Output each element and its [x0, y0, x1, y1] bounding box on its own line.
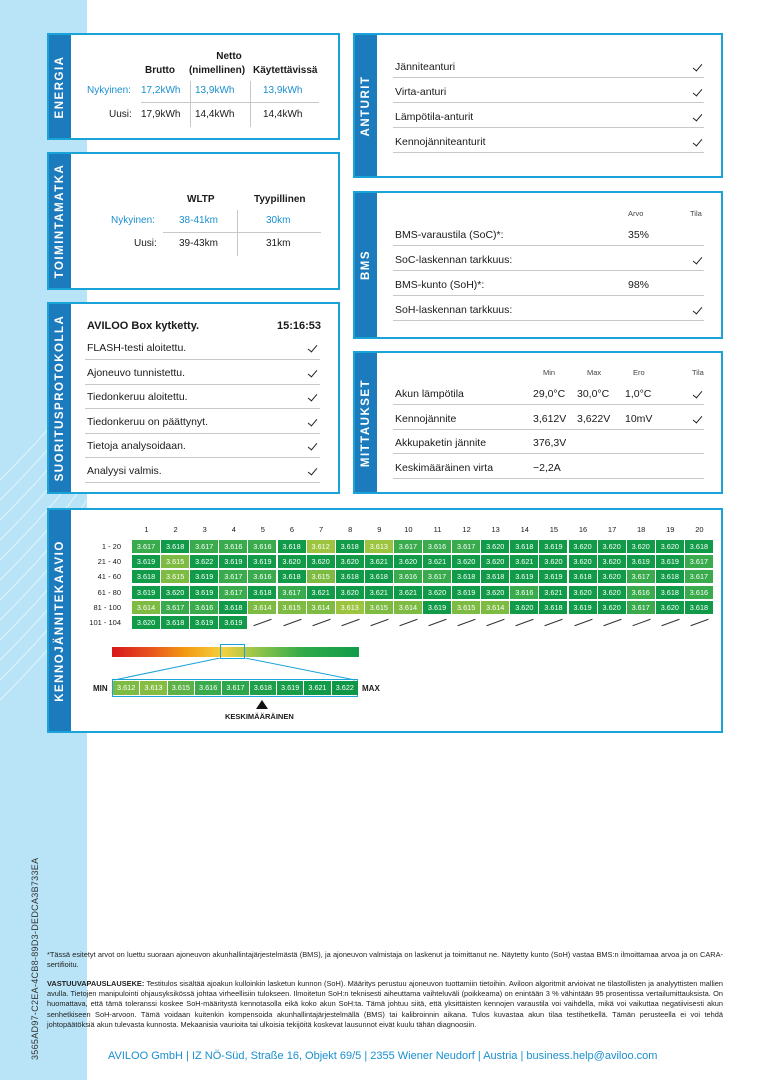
- cell-voltage: 3.620: [452, 555, 480, 568]
- cell-voltage: 3.617: [452, 540, 480, 553]
- column-number: 11: [433, 525, 442, 534]
- column-number: 16: [578, 525, 588, 534]
- cell-voltage: 3.620: [656, 540, 684, 553]
- cell-voltage: 3.618: [278, 540, 306, 553]
- footer: AVILOO GmbH | IZ NÖ-Süd, Straße 16, Objekt 69/5 | 2355 Wiener Neudorf | Austria | business.help@aviloo.com: [108, 1050, 658, 1062]
- cell-voltage: 3.620: [598, 570, 626, 583]
- bms-tab: BMS: [355, 193, 377, 337]
- cell-voltage: 3.620: [539, 555, 567, 568]
- row-label: 101 - 104: [89, 618, 121, 627]
- check-icon: [692, 64, 702, 72]
- column-number: 1: [144, 525, 149, 534]
- divider: [85, 408, 320, 409]
- check-icon: [692, 391, 702, 399]
- sensors-panel: [353, 33, 723, 178]
- sensor-item: Jänniteanturi: [395, 61, 456, 73]
- energy-tab: ENERGIA: [49, 35, 71, 138]
- protocol-step: FLASH-testi aloitettu.: [87, 342, 187, 354]
- cell-voltage: 3.618: [685, 601, 713, 614]
- cell-voltage: 3.620: [336, 555, 364, 568]
- column-number: 8: [348, 525, 353, 534]
- range-row-label: Nykyinen:: [111, 215, 155, 226]
- col-kaytettavissa: Käytettävissä: [253, 65, 318, 76]
- cell-voltage: 3.620: [481, 540, 509, 553]
- cell-voltage: 3.618: [685, 540, 713, 553]
- range-typical: 30km: [266, 215, 291, 226]
- col-status: Tila: [690, 209, 702, 218]
- disclaimer: [47, 979, 723, 1030]
- empty-cell-slash: [632, 619, 650, 626]
- cell-voltage: 3.617: [423, 570, 451, 583]
- cell-voltage: 3.613: [365, 540, 393, 553]
- bms-row-value: 98%: [628, 279, 650, 291]
- column-number: 7: [319, 525, 324, 534]
- column-number: 19: [666, 525, 675, 534]
- footnote: *Tässä esitetyt arvot on luettu suoraan ajoneuvon akunhallintajärjestelmästä (BMS), ja ajoneuvon valmistaja on laskenut ja toimittanut ne. Näytetty kunto (SoH) vastaa BMS:n ilmoittamaa arvoa ja on CARA-sertifioitu.: [47, 950, 723, 970]
- measurement-max: 3,622V: [577, 412, 611, 425]
- cell-voltage: 3.619: [510, 570, 538, 583]
- scale-max-label: MAX: [362, 684, 380, 693]
- cell-voltage: 3.614: [481, 601, 509, 614]
- cell-voltage: 3.619: [656, 555, 684, 568]
- cell-voltage: 3.620: [598, 586, 626, 599]
- cell-voltage: 3.620: [278, 555, 306, 568]
- scale-value: 3.617: [222, 681, 248, 695]
- cell-voltage: 3.618: [219, 601, 247, 614]
- cell-voltage: 3.620: [598, 601, 626, 614]
- measurement-label: Kennojännite: [395, 412, 457, 425]
- divider: [85, 482, 320, 483]
- column-number: 9: [377, 525, 382, 534]
- check-icon: [692, 257, 702, 265]
- row-label: 61 - 80: [97, 587, 121, 597]
- column-number: 13: [491, 525, 500, 534]
- scale-value: 3.616: [195, 681, 221, 695]
- energy-row-label: Nykyinen:: [87, 85, 131, 96]
- cell-voltage: 3.616: [685, 586, 713, 599]
- row-label: 41 - 60: [97, 572, 121, 582]
- cell-voltage: 3.617: [219, 586, 247, 599]
- cell-voltage: 3.619: [539, 570, 567, 583]
- empty-cell-slash: [545, 619, 563, 626]
- divider: [393, 270, 704, 271]
- col-netto-sub: (nimellinen): [188, 65, 246, 76]
- cell-voltage: 3.614: [248, 601, 276, 614]
- cell-voltage: 3.617: [219, 570, 247, 583]
- empty-cell-slash: [428, 619, 446, 626]
- sensor-item: Virta-anturi: [395, 86, 447, 98]
- cell-voltage: 3.620: [423, 586, 451, 599]
- cell-voltage: 3.620: [598, 540, 626, 553]
- cell-voltage: 3.620: [656, 601, 684, 614]
- measurements-tab: MITTAUKSET: [355, 353, 377, 492]
- col-status: Tila: [692, 368, 704, 377]
- column-number: 4: [231, 525, 236, 534]
- cell-voltage: 3.617: [278, 586, 306, 599]
- measurement-diff: 1,0°C: [625, 388, 652, 400]
- cell-voltage: 3.617: [627, 601, 655, 614]
- bms-row-label: SoC-laskennan tarkkuus:: [395, 254, 513, 266]
- cell-voltage: 3.621: [365, 555, 393, 568]
- bms-row-label: SoH-laskennan tarkkuus:: [395, 304, 513, 316]
- empty-cell-slash: [341, 619, 359, 626]
- scale-value: 3.615: [168, 681, 194, 695]
- cell-voltage: 3.619: [190, 570, 218, 583]
- measurements-panel: [353, 351, 723, 494]
- cell-voltage: 3.619: [132, 586, 160, 599]
- column-number: 14: [520, 525, 529, 534]
- cell-voltage: 3.616: [627, 586, 655, 599]
- disclaimer-text: Testitulos sisältää ajoakun kulloinkin lasketun kunnon (SoH). Määritys perustuu ajoneuvon tuottamiin tietoihin. Aviloon algoritmit arvioivat ne tilastollisten ja analyyttisten mallien avulla. Tietojen manipulointi ohjausyksikössä johtaa virheellisiin tulokseen. Ilmoitetun SoH:n teknisesti aiheuttama vaihteluväli (poikkeama) on enintään 3 % vähintään 95 prosentissa vertailumittauksista. On huomattava, että tämä toleranssi koskee SoH-määritystä kennotasolla eikä koko akun SoH:ta. Tämä johtuu siitä, että yksittäisten kennojen varaustila voi vaihdella, mikä voi vaikuttaa negatiivisesti akun senhetkiseen SoH-arvoon. Tämä voidaan kuitenkin kompensoida akunhallintajärjestelmällä (BMS) tai kalibroinnin aikana. Tulos kuvastaa akun tilaa testihetkellä. Tämän perusteella ei voi tehdä johtopäätöksiä akun tulevasta kunnosta. Mekaanisia vaurioita tai ulkoisia tekijöitä koskevat lausunnot eivät kuulu tähän diagnoosiin.: [47, 979, 724, 1029]
- range-row-label: Uusi:: [134, 238, 157, 249]
- cell-voltage: 3.617: [394, 540, 422, 553]
- divider: [85, 384, 320, 385]
- cell-voltage: 3.620: [510, 601, 538, 614]
- protocol-title: AVILOO Box kytketty.: [87, 320, 200, 332]
- cell-voltage: 3.620: [598, 555, 626, 568]
- bms-panel: [353, 191, 723, 339]
- cell-voltage: 3.617: [132, 540, 160, 553]
- scale-highlight: [220, 644, 245, 659]
- cell-voltage: 3.612: [307, 540, 335, 553]
- measurement-label: Keskimääräinen virta: [395, 461, 494, 474]
- bms-row-value: 35%: [628, 229, 650, 241]
- cell-voltage: 3.620: [481, 586, 509, 599]
- cell-voltage: 3.618: [481, 570, 509, 583]
- cell-voltage: 3.619: [219, 616, 247, 629]
- measurement-label: Akun lämpötila: [395, 388, 464, 400]
- protocol-panel: [47, 302, 340, 494]
- range-typical: 31km: [266, 238, 291, 249]
- cell-voltage: 3.618: [569, 570, 597, 583]
- cell-voltage-panel: [47, 508, 723, 733]
- check-icon: [307, 370, 317, 378]
- cell-voltage: 3.616: [248, 540, 276, 553]
- cell-voltage: 3.615: [161, 570, 189, 583]
- row-label: 1 - 20: [101, 542, 121, 551]
- cell-voltage: 3.620: [161, 586, 189, 599]
- check-icon: [307, 345, 317, 353]
- cell-voltage: 3.619: [132, 555, 160, 568]
- cell-voltage: 3.615: [365, 601, 393, 614]
- col-brutto: Brutto: [145, 65, 175, 76]
- cell-voltage: 3.618: [278, 570, 306, 583]
- divider: [393, 152, 704, 153]
- sensor-item: Lämpötila-anturit: [395, 111, 474, 123]
- cell-voltage: 3.618: [248, 586, 276, 599]
- divider: [85, 433, 320, 434]
- protocol-step: Analyysi valmis.: [87, 464, 162, 477]
- cell-voltage: 3.618: [336, 540, 364, 553]
- empty-cell-slash: [457, 619, 475, 626]
- check-icon: [692, 307, 702, 315]
- cell-voltage: 3.620: [569, 555, 597, 568]
- cell-voltage: 3.617: [161, 601, 189, 614]
- document-id: 3565AD97-C2EA-4CB8-89D3-DEDCA3B733EA: [30, 857, 40, 1060]
- cell-voltage: 3.618: [365, 570, 393, 583]
- cell-voltage: 3.616: [510, 586, 538, 599]
- cell-voltage: 3.614: [307, 601, 335, 614]
- scale-value: 3.612: [113, 681, 139, 695]
- check-icon: [692, 139, 702, 147]
- energy-netto: 13,9kWh: [195, 85, 235, 96]
- divider: [190, 81, 191, 127]
- sensors-tab: ANTURIT: [355, 35, 377, 176]
- empty-cell-slash: [399, 619, 417, 626]
- cell-voltage: 3.617: [685, 570, 713, 583]
- cell-voltage: 3.616: [423, 540, 451, 553]
- cell-voltage: 3.615: [161, 555, 189, 568]
- scale-value: 3.613: [140, 681, 166, 695]
- energy-brutto: 17,2kWh: [141, 85, 181, 96]
- cell-voltage: 3.621: [539, 586, 567, 599]
- cell-voltage: 3.615: [452, 601, 480, 614]
- cell-voltage: 3.619: [627, 555, 655, 568]
- cell-voltage: 3.620: [481, 555, 509, 568]
- row-label: 21 - 40: [97, 557, 121, 567]
- col-value: Arvo: [628, 209, 644, 218]
- range-panel: [47, 152, 340, 290]
- column-number: 10: [404, 525, 413, 534]
- cell-voltage: 3.620: [627, 540, 655, 553]
- scale-min-label: MIN: [93, 684, 108, 693]
- empty-cell-slash: [370, 619, 388, 626]
- check-icon: [307, 443, 317, 451]
- range-tab: TOIMINTAMATKA: [49, 154, 71, 288]
- column-number: 3: [202, 525, 207, 534]
- cell-voltage: 3.618: [161, 616, 189, 629]
- divider: [250, 81, 251, 127]
- measurement-min: 3,612V: [533, 412, 567, 425]
- divider: [393, 245, 704, 246]
- scale-value: 3.621: [304, 681, 330, 695]
- scale-value: 3.622: [332, 681, 358, 695]
- sensor-item: Kennojänniteanturit: [395, 136, 486, 148]
- cell-voltage: 3.616: [219, 540, 247, 553]
- measurement-max: 30,0°C: [577, 388, 610, 400]
- energy-row-label: Uusi:: [109, 109, 132, 120]
- empty-cell-slash: [661, 619, 679, 626]
- cell-voltage: 3.621: [394, 586, 422, 599]
- col-netto: Netto: [216, 51, 242, 62]
- energy-available: 13,9kWh: [263, 85, 303, 96]
- column-number: 6: [289, 525, 295, 534]
- cell-voltage: 3.619: [452, 586, 480, 599]
- scale-value: 3.619: [277, 681, 303, 695]
- scale-values: [112, 679, 358, 697]
- divider: [393, 453, 704, 454]
- column-number: 15: [549, 525, 559, 534]
- col-diff: Ero: [633, 368, 645, 377]
- column-number: 2: [173, 525, 178, 534]
- cell-voltage: 3.614: [132, 601, 160, 614]
- divider: [393, 77, 704, 78]
- check-icon: [692, 114, 702, 122]
- energy-panel: [47, 33, 340, 140]
- empty-cell-slash: [574, 619, 592, 626]
- column-number: 5: [260, 525, 265, 534]
- empty-cell-slash: [254, 619, 272, 626]
- divider: [393, 404, 704, 405]
- column-number: 18: [637, 525, 646, 534]
- cell-voltage: 3.618: [539, 601, 567, 614]
- empty-cell-slash: [516, 619, 534, 626]
- cell-voltage: 3.619: [539, 540, 567, 553]
- energy-brutto: 17,9kWh: [141, 109, 181, 120]
- col-typical: Tyypillinen: [254, 194, 306, 205]
- protocol-tab: SUORITUSPROTOKOLLA: [49, 304, 71, 492]
- divider: [163, 232, 321, 233]
- divider: [393, 478, 704, 479]
- cell-voltage: 3.617: [627, 570, 655, 583]
- cell-voltage: 3.616: [190, 601, 218, 614]
- cell-voltage: 3.617: [685, 555, 713, 568]
- cell-voltage: 3.620: [307, 555, 335, 568]
- cell-voltage: 3.619: [569, 601, 597, 614]
- cell-voltage: 3.617: [190, 540, 218, 553]
- average-label: KESKIMÄÄRÄINEN: [225, 712, 294, 721]
- cell-voltage: 3.614: [394, 601, 422, 614]
- cell-voltage: 3.616: [394, 570, 422, 583]
- cell-voltage: 3.622: [190, 555, 218, 568]
- cell-voltage: 3.615: [278, 601, 306, 614]
- row-label: 81 - 100: [93, 602, 121, 612]
- empty-cell-slash: [603, 619, 621, 626]
- cell-voltage: 3.620: [569, 586, 597, 599]
- empty-cell-slash: [690, 619, 708, 626]
- empty-cell-slash: [487, 619, 505, 626]
- cell-voltage: 3.615: [307, 570, 335, 583]
- measurement-label: Akkupaketin jännite: [395, 437, 487, 449]
- column-number: 17: [607, 525, 617, 534]
- bms-row-label: BMS-kunto (SoH)*:: [395, 279, 485, 291]
- cell-voltage: 3.621: [365, 586, 393, 599]
- cell-voltage: 3.621: [307, 586, 335, 599]
- cell-voltage: 3.618: [452, 570, 480, 583]
- col-min: Min: [543, 368, 556, 377]
- check-icon: [307, 394, 317, 402]
- check-icon: [692, 416, 702, 424]
- bms-row-label: BMS-varaustila (SoC)*:: [395, 229, 504, 241]
- divider: [393, 429, 704, 430]
- protocol-step: Tiedonkeruu on päättynyt.: [87, 415, 209, 428]
- cell-voltage: 3.616: [248, 570, 276, 583]
- divider: [237, 210, 238, 256]
- disclaimer-title: VASTUUVAPAUSLAUSEKE:: [47, 979, 145, 988]
- cell-voltage: 3.619: [190, 586, 218, 599]
- cell-voltage: 3.618: [161, 540, 189, 553]
- col-max: Max: [587, 368, 602, 377]
- range-wltp: 38-41km: [179, 215, 218, 226]
- scale-value: 3.618: [250, 681, 276, 695]
- measurement-min: 29,0°C: [533, 388, 566, 400]
- cell-voltage: 3.619: [219, 555, 247, 568]
- cell-voltage: 3.619: [423, 601, 451, 614]
- check-icon: [692, 89, 702, 97]
- average-marker-icon: [256, 700, 268, 709]
- energy-available: 14,4kWh: [263, 109, 303, 120]
- cell-voltage: 3.621: [510, 555, 538, 568]
- cell-voltage: 3.618: [510, 540, 538, 553]
- check-icon: [307, 419, 317, 427]
- empty-cell-slash: [283, 619, 301, 626]
- cell-voltage: 3.620: [569, 540, 597, 553]
- cell-voltage: 3.620: [394, 555, 422, 568]
- empty-cell-slash: [312, 619, 330, 626]
- divider: [85, 457, 320, 458]
- divider: [393, 102, 704, 103]
- divider: [141, 102, 319, 103]
- cell-voltage: 3.619: [190, 616, 218, 629]
- divider: [393, 320, 704, 321]
- column-number: 20: [695, 525, 704, 534]
- cell-voltage: 3.618: [656, 586, 684, 599]
- cell-voltage: 3.618: [336, 570, 364, 583]
- divider: [85, 359, 320, 360]
- protocol-step: Tiedonkeruu aloitettu.: [87, 391, 188, 403]
- protocol-time: 15:16:53: [277, 320, 322, 332]
- column-number: 12: [462, 525, 471, 534]
- range-wltp: 39-43km: [179, 238, 218, 249]
- cell-voltage: 3.613: [336, 601, 364, 614]
- col-wltp: WLTP: [187, 194, 215, 205]
- cell-voltage: 3.621: [423, 555, 451, 568]
- measurement-min: −2,2A: [533, 461, 561, 474]
- divider: [393, 127, 704, 128]
- protocol-step: Tietoja analysoidaan.: [87, 440, 186, 452]
- cell-voltage-tab: KENNOJÄNNITEKAAVIO: [49, 510, 71, 731]
- measurement-min: 376,3V: [533, 437, 567, 449]
- cell-voltage: 3.618: [656, 570, 684, 583]
- energy-netto: 14,4kWh: [195, 109, 235, 120]
- cell-voltage: 3.619: [248, 555, 276, 568]
- divider: [393, 295, 704, 296]
- protocol-step: Ajoneuvo tunnistettu.: [87, 366, 186, 379]
- cell-voltage: 3.620: [336, 586, 364, 599]
- cell-voltage: 3.618: [132, 570, 160, 583]
- measurement-diff: 10mV: [625, 412, 653, 425]
- check-icon: [307, 468, 317, 476]
- cell-voltage: 3.620: [132, 616, 160, 629]
